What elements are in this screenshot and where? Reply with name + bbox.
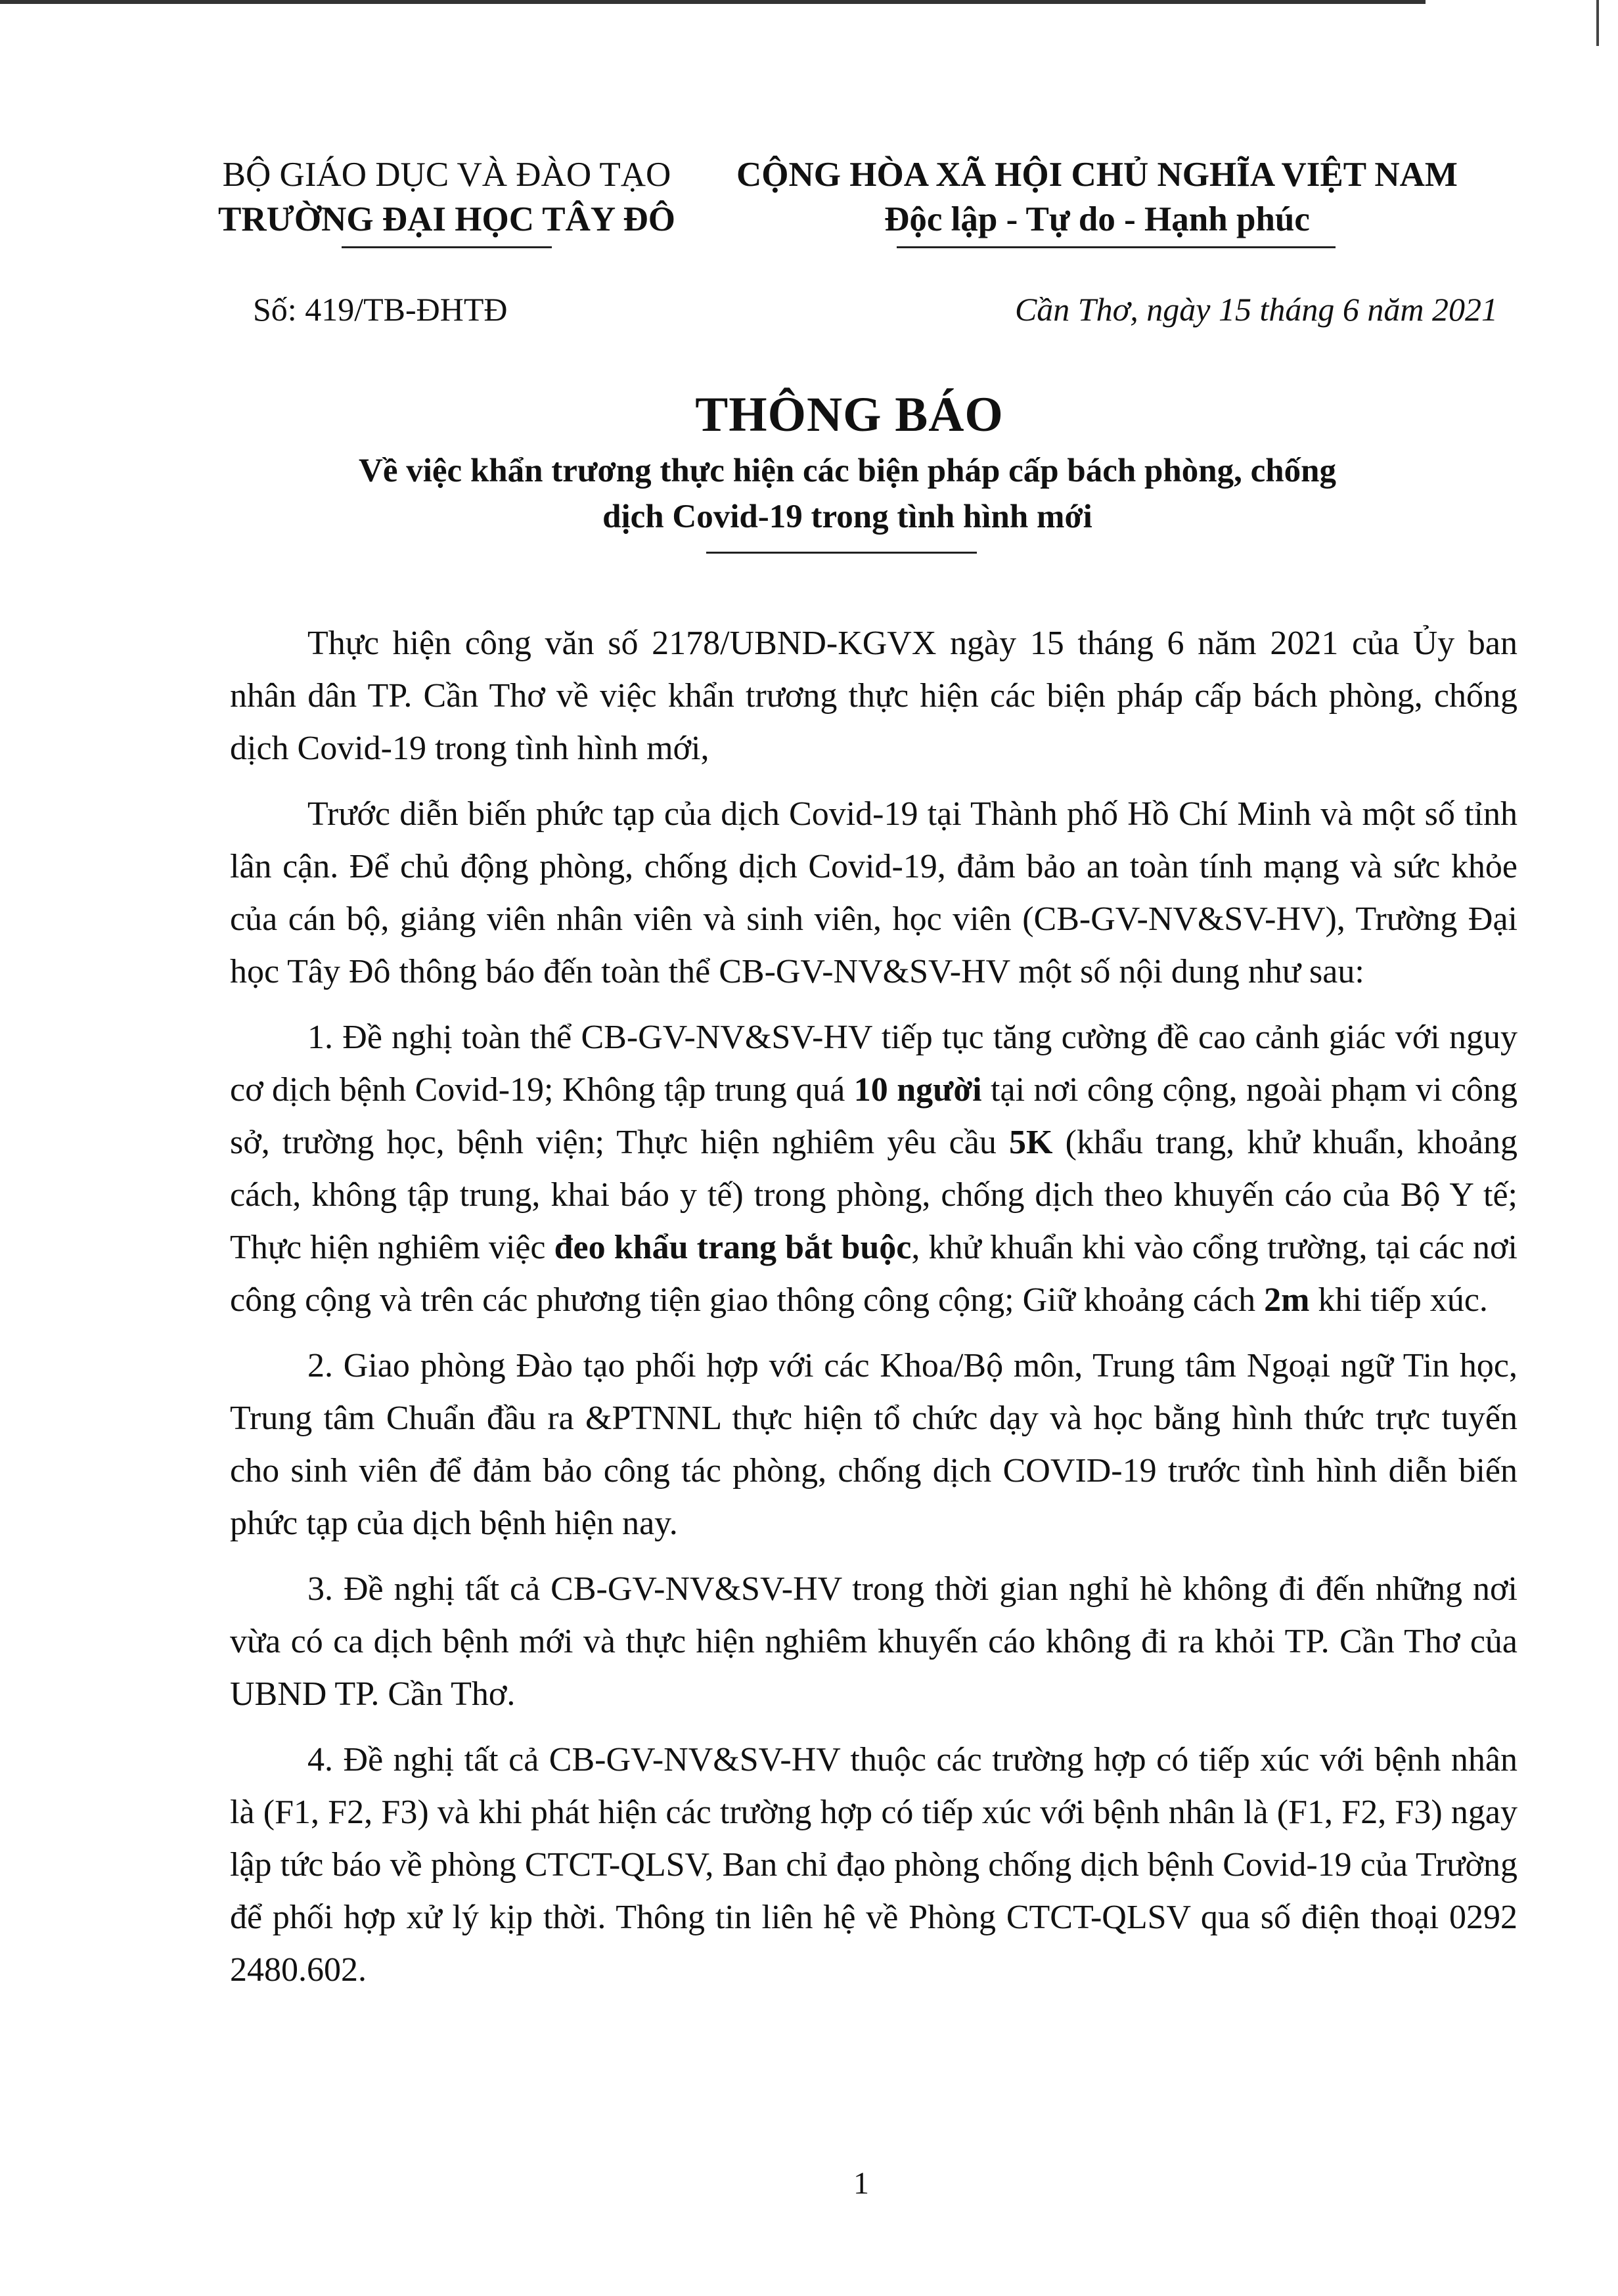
scan-edge-right <box>1596 0 1599 46</box>
document-number: Số: 419/TB-ĐHTĐ <box>253 291 508 328</box>
item1-text-g: , khử khuẩn khi vào cổng trường, tại các nơi công cộng và trên các phương tiện giao thông công cộng; Giữ khoảng cách <box>230 1229 1518 1319</box>
republic-name: CỘNG HÒA XÃ HỘI CHỦ NGHĨA VIỆT NAM <box>736 156 1458 194</box>
paragraph-basis: Thực hiện công văn số 2178/UBND-KGVX ngày 15 tháng 6 năm 2021 của Ủy ban nhân dân TP. Cần Thơ về việc khẩn trương thực hiện các biện pháp cấp bách phòng, chống dịch Covid-19 trong tình hình mới, <box>230 625 1517 767</box>
document-place-date: Cần Thơ, ngày 15 tháng 6 năm 2021 <box>1014 291 1498 328</box>
item1-text-e: (khẩu trang, khử khuẩn, khoảng cách, không tập trung, khai báo y tế) trong phòng, chống dịch theo khuyến cáo của Bộ Y tế; Thực hiện nghiêm việc <box>230 1124 1517 1266</box>
paragraph-context: Trước diễn biến phức tạp của dịch Covid-19 tại Thành phố Hồ Chí Minh và một số tỉnh lân cận. Để chủ động phòng, chống dịch Covid-19, đảm bảo an toàn tính mạng và sức khỏe của cán bộ, giảng viên nhân viên và sinh viên, học viên (CB-GV-NV&SV-HV), Trường Đại học Tây Đô thông báo đến toàn thể CB-GV-NV&SV-HV một số nội dung như sau: <box>230 795 1517 990</box>
item1-bold-distance: 2m <box>1264 1281 1310 1319</box>
motto-underline <box>897 246 1336 248</box>
title-underline <box>706 552 977 554</box>
item1-text-a: 1. Đề nghị toàn thể CB-GV-NV&SV-HV tiếp tục tăng cường đề cao cảnh giác với nguy cơ dịch bệnh Covid-19; Không tập trung quá <box>230 1019 1517 1109</box>
issuer-underline <box>342 246 552 248</box>
page-number: 1 <box>853 2166 869 2201</box>
document-body <box>230 617 1517 2010</box>
national-header <box>723 152 1472 242</box>
document-title: THÔNG BÁO <box>695 387 1004 442</box>
paragraph-item-4: 4. Đề nghị tất cả CB-GV-NV&SV-HV thuộc các trường hợp có tiếp xúc với bệnh nhân là (F1, F2, F3) và khi phát hiện các trường hợp có tiếp xúc với bệnh nhân là (F1, F2, F3) ngay lập tức báo về phòng CTCT-QLSV, Ban chỉ đạo phòng chống dịch bệnh Covid-19 của Trường để phối hợp xử lý kịp thời. Thông tin liên hệ về Phòng CTCT-QLSV qua số điện thoại 0292 2480.602. <box>230 1741 1517 1989</box>
ministry-name: BỘ GIÁO DỤC VÀ ĐÀO TẠO <box>222 156 671 194</box>
item1-text-c: tại nơi công cộng, ngoài phạm vi công sở, trường học, bệnh viện; Thực hiện nghiêm yêu cầu <box>230 1071 1517 1161</box>
issuer-header <box>171 152 723 242</box>
item1-bold-5k: 5K <box>1009 1124 1053 1161</box>
document-subtitle <box>289 448 1406 540</box>
item1-text-i: khi tiếp xúc. <box>1309 1281 1488 1319</box>
paragraph-item-3: 3. Đề nghị tất cả CB-GV-NV&SV-HV trong thời gian nghỉ hè không đi đến những nơi vừa có ca dịch bệnh mới và thực hiện nghiêm khuyến cáo không đi ra khỏi TP. Cần Thơ của UBND TP. Cần Thơ. <box>230 1570 1517 1713</box>
national-motto: Độc lập - Tự do - Hạnh phúc <box>884 200 1310 238</box>
item1-bold-mask: đeo khẩu trang bắt buộc <box>554 1229 912 1266</box>
subtitle-line-2: dịch Covid-19 trong tình hình mới <box>602 498 1092 535</box>
scan-edge-top <box>0 0 1426 4</box>
paragraph-item-2: 2. Giao phòng Đào tạo phối hợp với các Khoa/Bộ môn, Trung tâm Ngoại ngữ Tin học, Trung tâm Chuẩn đầu ra &PTNNL thực hiện tổ chức dạy và học bằng hình thức trực tuyến cho sinh viên để đảm bảo công tác phòng, chống dịch COVID-19 trước tình hình diễn biến phức tạp của dịch bệnh hiện nay. <box>230 1347 1517 1542</box>
item1-bold-limit: 10 người <box>853 1071 982 1109</box>
subtitle-line-1: Về việc khẩn trương thực hiện các biện pháp cấp bách phòng, chống <box>359 453 1336 489</box>
paragraph-item-1 <box>230 1011 1517 1327</box>
school-name: TRƯỜNG ĐẠI HỌC TÂY ĐÔ <box>218 200 675 238</box>
